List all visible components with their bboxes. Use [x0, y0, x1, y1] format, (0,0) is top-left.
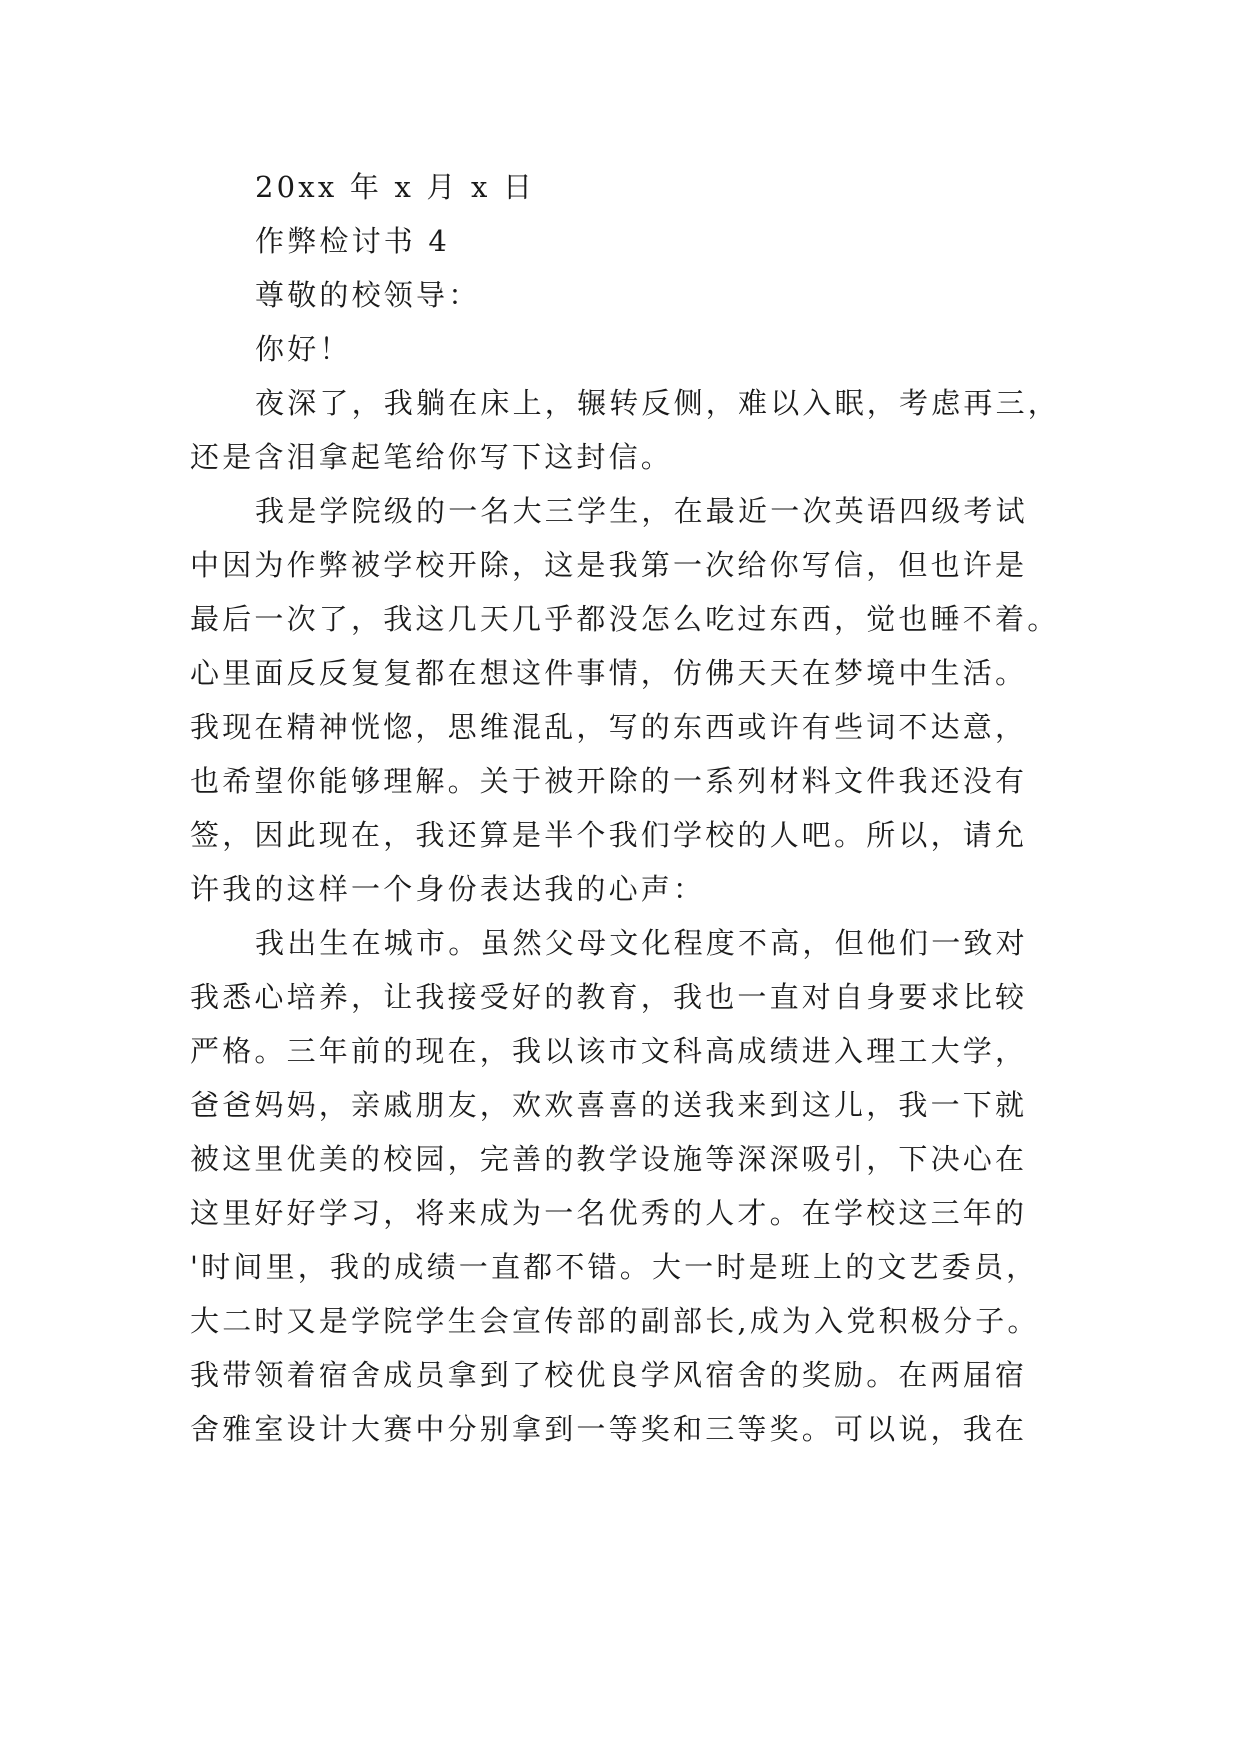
date-line: 20xx 年 x 月 x 日: [255, 170, 536, 204]
paragraph-3: [190, 916, 1070, 1456]
paragraph-line: 还是含泪拿起笔给你写下这封信。: [190, 440, 674, 474]
paragraph-line: 爸爸妈妈，亲戚朋友，欢欢喜喜的送我来到这儿，我一下就: [190, 1088, 1028, 1122]
paragraph-line: 中因为作弊被学校开除，这是我第一次给你写信，但也许是: [190, 548, 1028, 582]
paragraph-line: 夜深了，我躺在床上，辗转反侧，难以入眠，考虑再三，: [255, 386, 1061, 420]
paragraph-line: 舍雅室设计大赛中分别拿到一等奖和三等奖。可以说，我在: [190, 1412, 1028, 1446]
salutation: 尊敬的校领导：: [255, 278, 481, 312]
paragraph-line: 严格。三年前的现在，我以该市文科高成绩进入理工大学，: [190, 1034, 1028, 1068]
paragraph-line: 最后一次了，我这几天几乎都没怎么吃过东西，觉也睡不着。: [190, 602, 1060, 636]
paragraph-line: 这里好好学习，将来成为一名优秀的人才。在学校这三年的: [190, 1196, 1028, 1230]
paragraph-line: 许我的这样一个身份表达我的心声：: [190, 872, 706, 906]
paragraph-line: 我带领着宿舍成员拿到了校优良学风宿舍的奖励。在两届宿: [190, 1358, 1028, 1392]
paragraph-line: 我是学院级的一名大三学生，在最近一次英语四级考试: [255, 494, 1028, 528]
paragraph-1: [190, 376, 1070, 484]
paragraph-line: 大二时又是学院学生会宣传部的副部长,成为入党积极分子。: [190, 1304, 1040, 1338]
paragraph-line: 我出生在城市。虽然父母文化程度不高，但他们一致对: [255, 926, 1028, 960]
greeting: 你好！: [255, 332, 352, 366]
paragraph-line: 心里面反反复复都在想这件事情，仿佛天天在梦境中生活。: [190, 656, 1028, 690]
paragraph-line: 签，因此现在，我还算是半个我们学校的人吧。所以，请允: [190, 818, 1028, 852]
letter-body: [190, 160, 1070, 1456]
paragraph-line: '时间里，我的成绩一直都不错。大一时是班上的文艺委员，: [190, 1250, 1039, 1284]
paragraph-line: 我现在精神恍惚，思维混乱，写的东西或许有些词不达意，: [190, 710, 1028, 744]
paragraph-line: 我悉心培养，让我接受好的教育，我也一直对自身要求比较: [190, 980, 1028, 1014]
paragraph-line: 也希望你能够理解。关于被开除的一系列材料文件我还没有: [190, 764, 1028, 798]
document-title: 作弊检讨书 4: [255, 224, 451, 258]
paragraph-line: 被这里优美的校园，完善的教学设施等深深吸引，下决心在: [190, 1142, 1028, 1176]
paragraph-2: [190, 484, 1070, 916]
